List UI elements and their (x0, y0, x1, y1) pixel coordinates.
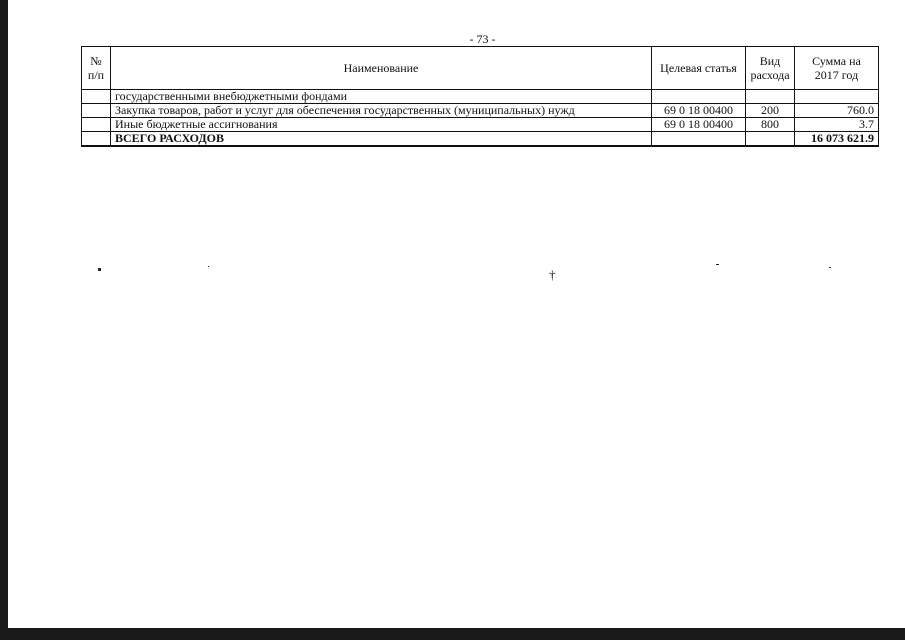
cell-sum (795, 90, 879, 104)
cell-sum: 3.7 (795, 118, 879, 132)
cell-type (746, 90, 795, 104)
scan-bottom-edge (0, 628, 905, 640)
cell-target: 69 0 18 00400 (652, 118, 746, 132)
total-row (82, 132, 879, 147)
cell-name: Закупка товаров, работ и услуг для обеспечения государственных (муниципальных) нужд (111, 104, 652, 118)
scan-speck (829, 267, 831, 268)
header-type: Вид расхода (746, 47, 795, 90)
header-name: Наименование (111, 47, 652, 90)
total-label: ВСЕГО РАСХОДОВ (111, 132, 652, 147)
total-num (82, 132, 111, 147)
cell-name: Иные бюджетные ассигнования (111, 118, 652, 132)
scan-speck (716, 264, 719, 265)
cell-num (82, 104, 111, 118)
cell-num (82, 118, 111, 132)
table-row (82, 104, 879, 118)
total-type (746, 132, 795, 147)
header-num: № п/п (82, 47, 111, 90)
total-target (652, 132, 746, 147)
dagger-mark: † (549, 267, 556, 282)
budget-table (81, 46, 879, 147)
header-sum: Сумма на 2017 год (795, 47, 879, 90)
scan-left-edge (0, 0, 8, 640)
header-target: Целевая статья (652, 47, 746, 90)
cell-name: государственными внебюджетными фондами (111, 90, 652, 104)
table-header-row (82, 47, 879, 90)
cell-num (82, 90, 111, 104)
cell-target (652, 90, 746, 104)
cell-sum: 760.0 (795, 104, 879, 118)
table-row (82, 118, 879, 132)
scan-speck (98, 268, 101, 271)
table-row (82, 90, 879, 104)
cell-target: 69 0 18 00400 (652, 104, 746, 118)
cell-type: 200 (746, 104, 795, 118)
total-sum: 16 073 621.9 (795, 132, 879, 147)
page-number: - 73 - (469, 32, 496, 46)
scan-speck (208, 266, 209, 267)
cell-type: 800 (746, 118, 795, 132)
